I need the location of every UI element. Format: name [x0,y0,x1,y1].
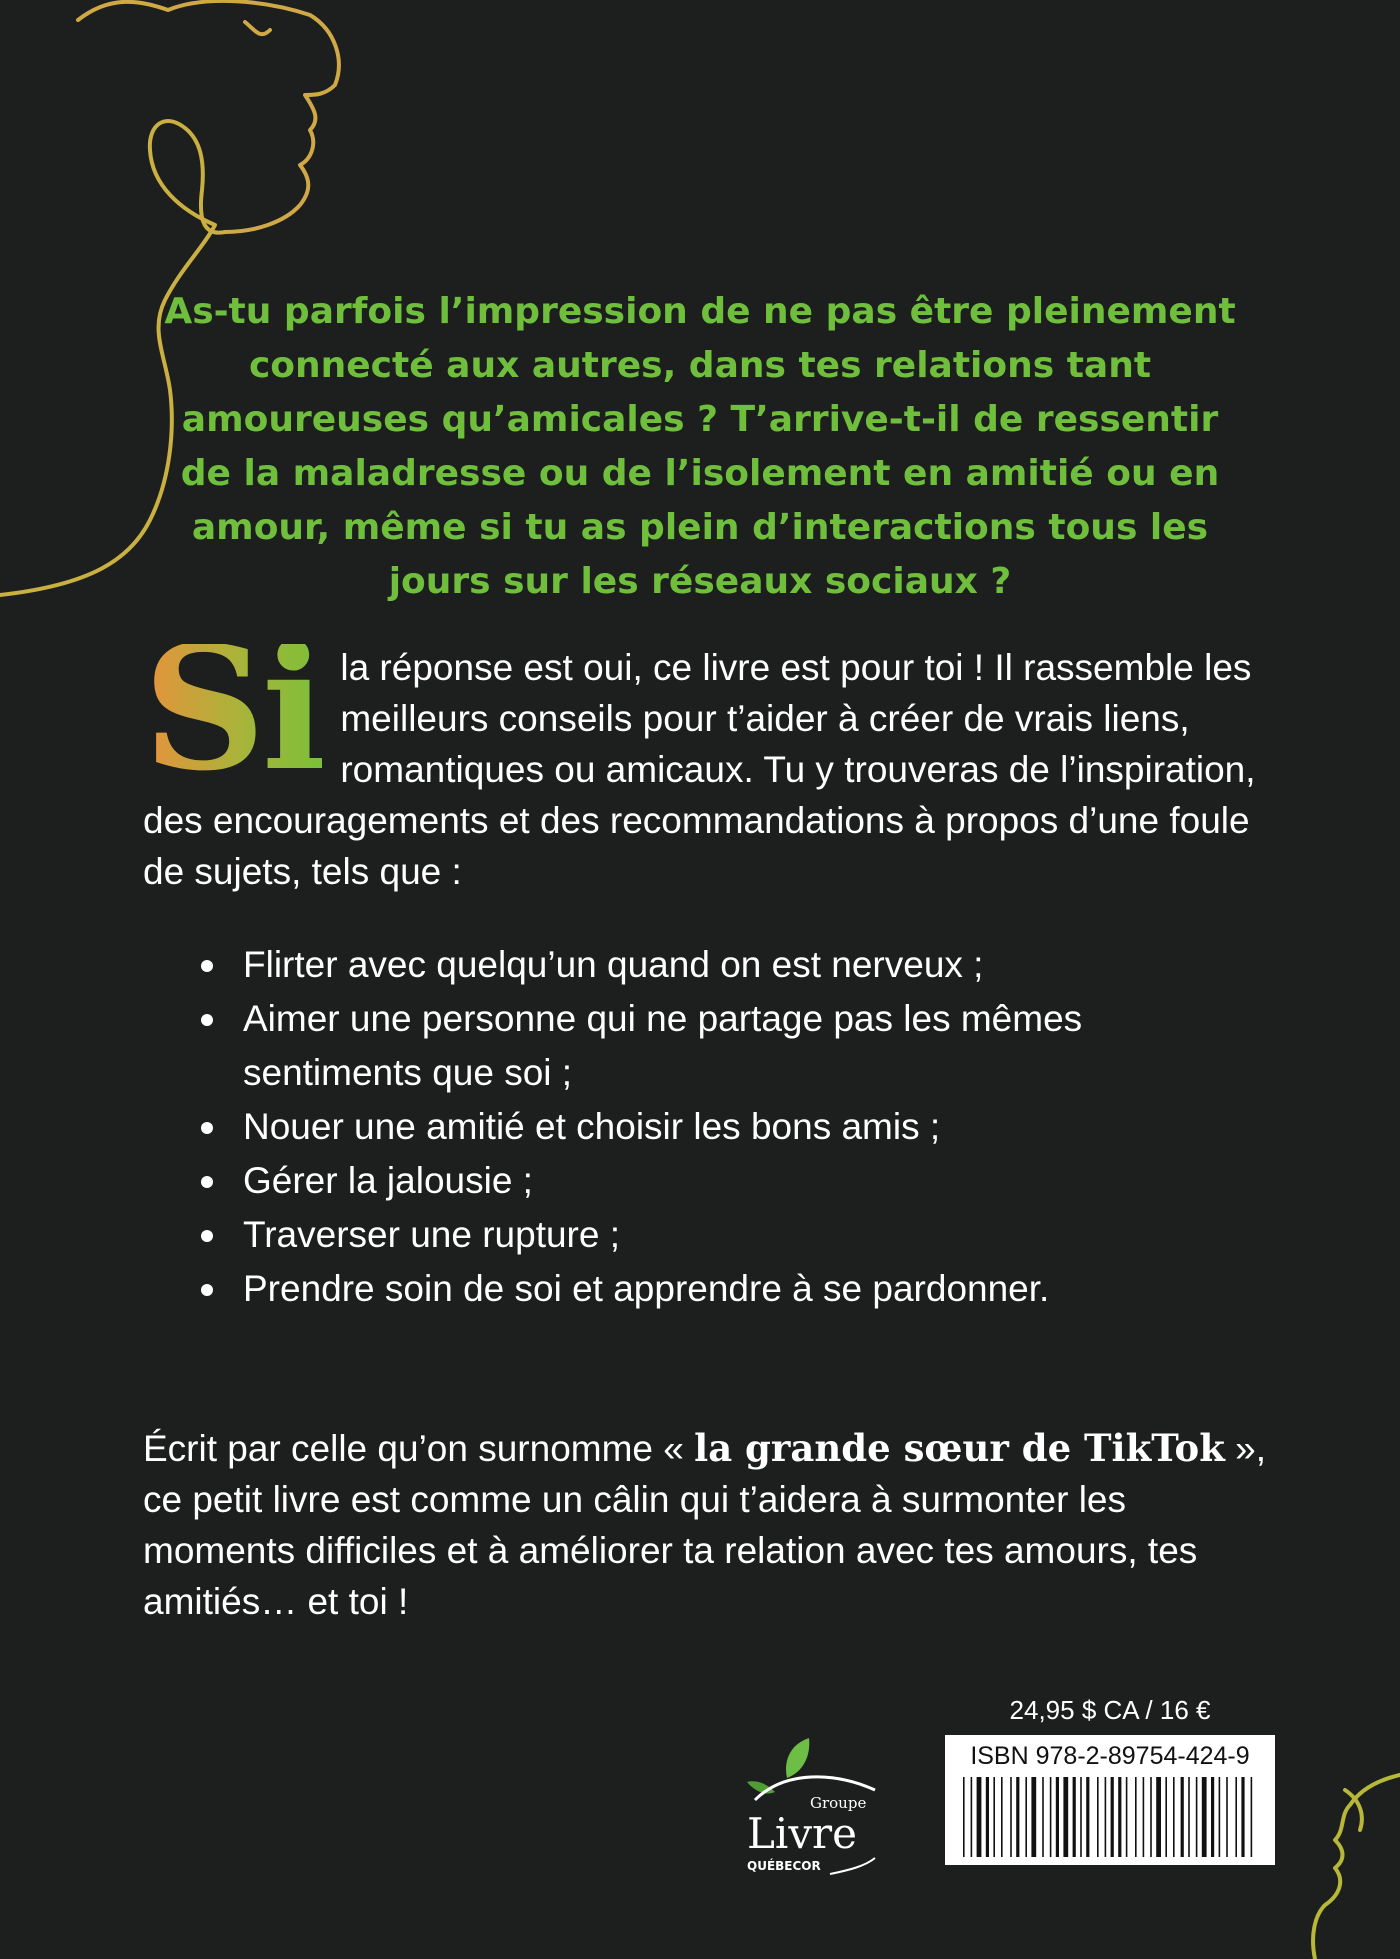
outro-text-before: Écrit par celle qu’on surnomme « [143,1428,684,1469]
intro-text: la réponse est oui, ce livre est pour toi ! Il rassemble les meilleurs conseils pour t’aider à créer de vrais liens, romantiques ou amicaux. Tu y trouveras de l’inspiration, des encouragements et des recommandations à propos d’une foule de sujets, tels que : [143,647,1256,892]
barcode-bar [1126,1777,1128,1857]
price-label: 24,95 $ CA / 16 € [1009,1695,1211,1725]
hook-paragraph: As-tu parfois l’impression de ne pas être pleinement connecté aux autres, dans tes relations tant amoureuses qu’amicales ? T’arrive-t-il de ressentir de la maladresse ou de l’isolement en amitié ou en amour, même si tu as plein d’interactions tous les jours sur les réseaux sociaux ? [164,291,1236,602]
intro-paragraph [143,609,1258,897]
barcode-bar [1226,1777,1228,1857]
topic-item: Gérer la jalousie ; [195,1154,1195,1208]
barcode-bar [1188,1777,1190,1857]
barcode-bar [1118,1777,1121,1857]
barcode-bar [963,1777,965,1857]
barcode-bar [1016,1777,1019,1857]
isbn-label: ISBN 978-2-89754-424-9 [970,1742,1250,1770]
barcode-bar [1073,1777,1076,1857]
topics-list [195,938,1195,1316]
topic-item: Aimer une personne qui ne partage pas les mêmes sentiments que soi ; [195,992,1195,1100]
barcode-bar [1097,1777,1099,1857]
publisher-line1: Groupe [810,1794,867,1812]
barcode-bar [1063,1777,1068,1857]
barcode-bar [1150,1777,1152,1857]
drop-cap: Si [143,609,323,809]
outro-emphasis: la grande sœur de TikTok [694,1426,1225,1470]
barcode-bar [1042,1777,1044,1857]
barcode-bar [1165,1777,1167,1857]
barcode-bar [1143,1777,1145,1857]
barcode-bar [1219,1777,1221,1857]
barcode-block [945,1735,1275,1865]
barcode-bar [1111,1777,1114,1857]
publisher-logo [725,1730,885,1880]
outro-text-after: », ce petit livre est comme un câlin qui t’aidera à surmonter les moments difficiles et à améliorer ta relation avec tes amours, tes amitiés… et toi ! [143,1428,1266,1622]
barcode-bar [1105,1777,1107,1857]
barcode-bar [1241,1777,1244,1857]
barcode-bar [1056,1777,1059,1857]
barcode-bar [1025,1777,1027,1857]
barcode-bar [1031,1777,1036,1857]
topic-item: Nouer une amitié et choisir les bons amis ; [195,1100,1195,1154]
barcode-bar [1202,1777,1207,1857]
barcode-bar [1001,1777,1003,1857]
barcode-bar [1010,1777,1012,1857]
barcode-bar [1086,1777,1089,1857]
barcode-icon [963,1777,1257,1857]
barcode-bar [977,1777,982,1857]
topic-item: Traverser une rupture ; [195,1208,1195,1262]
outro-paragraph [143,1423,1273,1627]
barcode-bar [1211,1777,1214,1857]
barcode-bar [993,1777,995,1857]
publisher-line3: QUÉBECOR [747,1859,821,1873]
barcode-bar [1156,1777,1161,1857]
topic-item: Prendre soin de soi et apprendre à se pardonner. [195,1262,1195,1316]
barcode-bar [1173,1777,1175,1857]
barcode-bar [1251,1777,1253,1857]
barcode-bar [1235,1777,1237,1857]
barcode-bar [1181,1777,1184,1857]
barcode-bar [986,1777,989,1857]
barcode-bar [971,1777,973,1857]
barcode-bar [1196,1777,1198,1857]
leaf-icon [786,1738,809,1778]
barcode-bar [1050,1777,1052,1857]
publisher-line2: Livre [747,1809,857,1858]
topic-item: Flirter avec quelqu’un quand on est nerveux ; [195,938,1195,992]
barcode-bar [1080,1777,1082,1857]
barcode-bar [1135,1777,1137,1857]
